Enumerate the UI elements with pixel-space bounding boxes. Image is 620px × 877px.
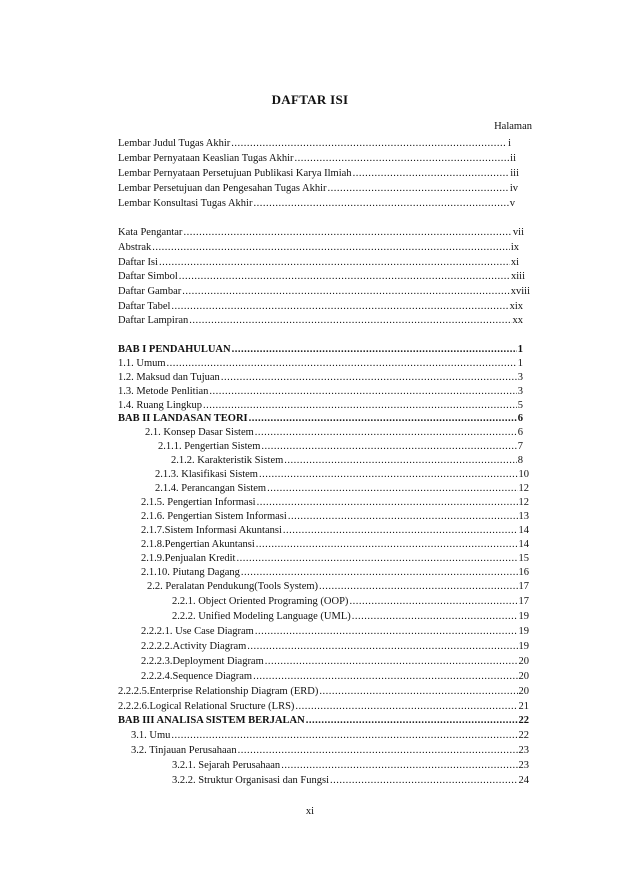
toc-entry: 3.1. Umu ..... 22 [131,729,529,742]
toc-entry: 2.1.2. Karakteristik Sistem ..... 8 [171,454,523,467]
toc-entry: 2.1. Konsep Dasar Sistem ..... 6 [145,426,523,439]
page-column-header: Halaman [494,121,532,132]
toc-entry: 3.2. Tinjauan Perusahaan ..... 23 [131,744,529,757]
toc-entry: 1.2. Maksud dan Tujuan ..... 3 [118,371,523,384]
toc-entry: 1.4. Ruang Lingkup ..... 5 [118,399,523,412]
toc-entry: 2.2.2. Unified Modeling Language (UML) ..... 19 [172,610,529,623]
toc-entry: Kata Pengantar ..... vii [118,226,524,239]
toc-entry: 2.1.3. Klasifikasi Sistem ..... 10 [155,468,529,481]
toc-entry: 2.1.8.Pengertian Akuntansi ..... 14 [141,538,529,551]
toc-chapter: BAB I PENDAHULUAN ..... 1 [118,343,523,356]
toc-entry: 3.2.1. Sejarah Perusahaan ..... 23 [172,759,529,772]
toc-entry: 2.2.2.4.Sequence Diagram ..... 20 [141,670,529,683]
toc-entry: 2.1.10. Piutang Dagang ..... 16 [141,566,529,579]
toc-entry: 2.2.2.1. Use Case Diagram ..... 19 [141,625,529,638]
toc-entry: 2.1.7.Sistem Informasi Akuntansi ..... 14 [141,524,529,537]
page-number: xi [305,806,315,817]
toc-entry: Daftar Isi ..... xi [118,256,519,269]
toc-entry: Lembar Pernyataan Keaslian Tugas Akhir ..... ii [118,152,516,165]
toc-entry: Lembar Persetujuan dan Pengesahan Tugas Akhir ..... iv [118,182,518,195]
toc-entry: 2.1.6. Pengertian Sistem Informasi ..... 13 [141,510,529,523]
toc-entry: 1.3. Metode Penlitian ..... 3 [118,385,523,398]
page-title: DAFTAR ISI [271,92,349,107]
toc-entry: Abstrak ..... ix [118,241,519,254]
toc-entry: Lembar Pernyataan Persetujuan Publikasi Karya Ilmiah ..... iii [118,167,519,180]
toc-entry: 2.2.2.2.Activity Diagram ..... 19 [141,640,529,653]
toc-entry: Daftar Tabel ..... xix [118,300,523,313]
toc-entry: 2.2.2.5.Enterprise Relationship Diagram (ERD) ..... 20 [118,685,529,698]
toc-entry: 2.1.5. Pengertian Informasi ..... 12 [141,496,529,509]
toc-chapter: BAB III ANALISA SISTEM BERJALAN ..... 22 [118,714,529,727]
toc-entry: Lembar Judul Tugas Akhir ..... i [118,137,511,150]
toc-entry: 2.2.1. Object Oriented Programing (OOP) ..... 17 [172,595,529,608]
toc-entry: 2.2.2.3.Deployment Diagram ..... 20 [141,655,529,668]
toc-entry: 2.1.9.Penjualan Kredit ..... 15 [141,552,529,565]
toc-entry: Daftar Lampiran ..... xx [118,314,523,327]
toc-entry: 2.2.2.6.Logical Relational Sructure (LRS) ..... 21 [118,700,529,713]
toc-entry: 2.1.1. Pengertian Sistem ..... 7 [158,440,523,453]
toc-entry: Daftar Gambar ..... xviii [118,285,530,298]
toc-entry: 2.2. Peralatan Pendukung(Tools System) ..... 17 [147,580,529,593]
toc-entry: 1.1. Umum ..... 1 [118,357,523,370]
toc-entry: Lembar Konsultasi Tugas Akhir ..... v [118,197,515,210]
toc-chapter: BAB II LANDASAN TEORI ..... 6 [118,412,523,425]
toc-entry: 3.2.2. Struktur Organisasi dan Fungsi ..... 24 [172,774,529,787]
toc-entry: 2.1.4. Perancangan Sistem ..... 12 [155,482,529,495]
toc-entry: Daftar Simbol ..... xiii [118,270,525,283]
